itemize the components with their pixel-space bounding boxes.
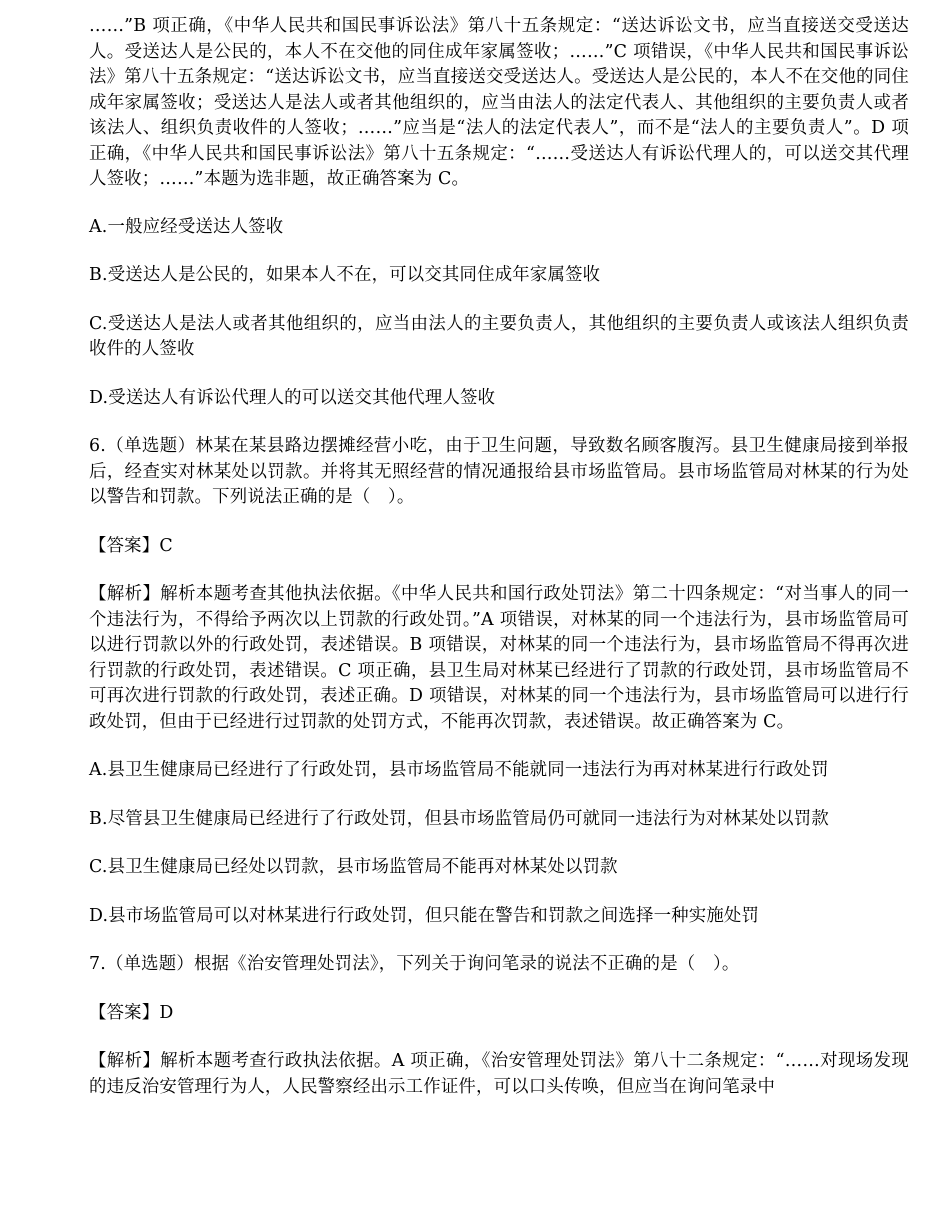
q6-answer: 【答案】C <box>89 535 173 556</box>
q6-option-d: D.县市场监管局可以对林某进行行政处罚，但只能在警告和罚款之间选择一种实施处罚 <box>89 905 760 926</box>
q7-analysis: 【解析】解析本题考查行政执法依据。A 项正确，《治安管理处罚法》第八十二条规定：“……对现场发现的违反治安管理行为人，人民警察经出示工作证件，可以口头传唤，但应当在询问笔录中 <box>89 1051 909 1097</box>
q5-option-b: B.受送达人是公民的，如果本人不在，可以交其同住成年家属签收 <box>89 265 601 285</box>
q6-option-a: A.县卫生健康局已经进行了行政处罚，县市场监管局不能就同一违法行为再对林某进行行政处罚 <box>89 760 829 780</box>
document-page <box>89 14 909 1123</box>
q6-option-b: B.尽管县卫生健康局已经进行了行政处罚，但县市场监管局仍可就同一违法行为对林某处以罚款 <box>89 808 829 829</box>
q5-option-d: D.受送达人有诉讼代理人的可以送交其他代理人签收 <box>89 387 496 408</box>
q7-question: 7.（单选题）根据《治安管理处罚法》，下列关于询问笔录的说法不正确的是（ ）。 <box>89 954 740 974</box>
q5-option-c: C.受送达人是法人或者其他组织的，应当由法人的主要负责人，其他组织的主要负责人或该法人组织负责收件的人签收 <box>89 313 909 359</box>
q7-answer: 【答案】D <box>89 1002 174 1023</box>
q5-analysis-continued: ……”B 项正确，《中华人民共和国民事诉讼法》第八十五条规定：“送达诉讼文书，应当直接送交受送达人。受送达人是公民的，本人不在交他的同住成年家属签收；……”C 项错误，《中华人民共和国民事诉讼法》第八十五条规定：“送达诉讼文书，应当直接送交受送达人。受送达人是公民的，本人不在交他的同住成年家属签收；受送达人是法人或者其他组织的，应当由法人的法定代表人、其他组织的主要负责人或者该法人、组织负责收件的人签收；……”应当是“法人的法定代表人”，而不是“法人的主要负责人”。D 项正确，《中华人民共和国民事诉讼法》第八十五条规定：“……受送达人有诉讼代理人的，可以送交其代理人签收；……”本题为选非题，故正确答案为 C。 <box>89 16 909 189</box>
q6-option-c: C.县卫生健康局已经处以罚款，县市场监管局不能再对林某处以罚款 <box>89 857 618 877</box>
q5-option-a: A.一般应经受送达人签收 <box>89 216 284 237</box>
q6-analysis: 【解析】解析本题考查其他执法依据。《中华人民共和国行政处罚法》第二十四条规定：“对当事人的同一个违法行为，不得给予两次以上罚款的行政处罚。”A 项错误，对林某的同一个违法行为，县市场监管局可以进行罚款以外的行政处罚，表述错误。B 项错误，对林某的同一个违法行为，县市场监管局不得再次进行罚款的行政处罚，表述错误。C 项正确，县卫生局对林某已经进行了罚款的行政处罚，县市场监管局不可再次进行罚款的行政处罚，表述正确。D 项错误，对林某的同一个违法行为，县市场监管局可以进行行政处罚，但由于已经进行过罚款的处罚方式，不能再次罚款，表述错误。故正确答案为 C。 <box>89 584 909 732</box>
q6-question: 6.（单选题）林某在某县路边摆摊经营小吃，由于卫生问题，导致数名顾客腹泻。县卫生健康局接到举报后，经查实对林某处以罚款。并将其无照经营的情况通报给县市场监管局。县市场监管局对林某的行为处以警告和罚款。下列说法正确的是（ ）。 <box>89 436 909 507</box>
